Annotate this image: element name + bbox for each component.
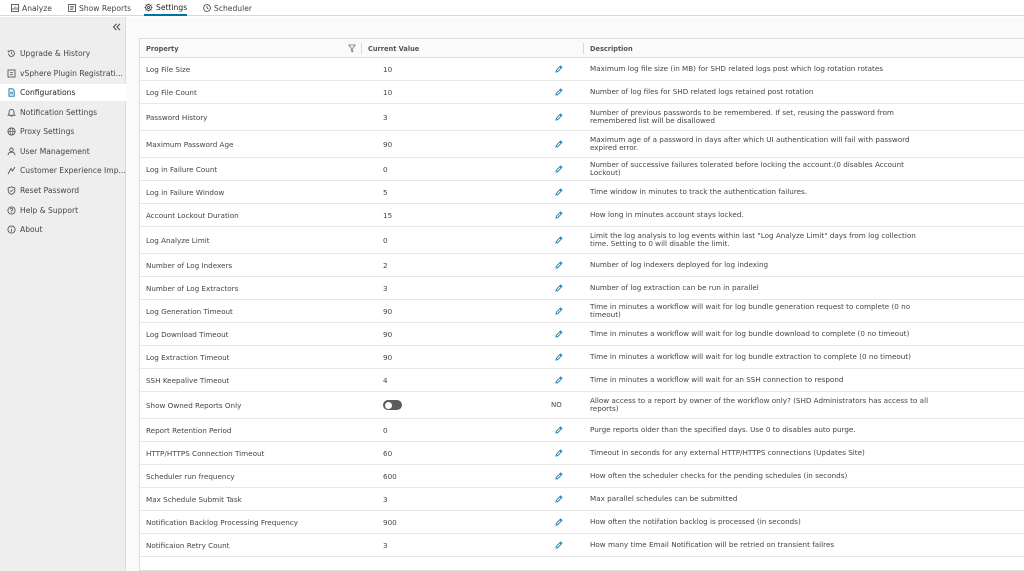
table-row — [140, 81, 1024, 104]
table-row — [140, 511, 1024, 534]
tab-scheduler[interactable] — [202, 0, 252, 16]
table-row — [140, 158, 1024, 181]
current-value[interactable]: 10 — [383, 64, 393, 74]
property-description: How many time Email Notification will be retried on transient failres — [590, 539, 835, 549]
property-name: HTTP/HTTPS Connection Timeout — [146, 448, 265, 458]
clock-icon — [202, 4, 211, 13]
table-row — [140, 204, 1024, 227]
property-description: Timeout in seconds for any external HTTP/HTTPS connections (Updates Site) — [590, 447, 865, 457]
table-row — [140, 369, 1024, 392]
sidebar-item-user-management[interactable] — [0, 143, 126, 160]
table-row — [140, 419, 1024, 442]
property-name: Number of Log Extractors — [146, 283, 239, 293]
sidebar-item-label: Help & Support — [20, 206, 79, 215]
property-description: Limit the log analysis to log events within last "Log Analyze Limit" days from log collection time. Setting to 0 will disable the limit. — [590, 230, 916, 248]
property-name: Notification Backlog Processing Frequency — [146, 517, 299, 527]
edit-pencil-icon[interactable] — [554, 488, 564, 510]
edit-pencil-icon[interactable] — [554, 227, 564, 253]
experience-icon — [7, 166, 16, 175]
current-value[interactable]: 90 — [383, 306, 393, 316]
table-row — [140, 488, 1024, 511]
current-value[interactable]: 10 — [383, 87, 393, 97]
sidebar-item-label: Proxy Settings — [20, 127, 75, 136]
toggle-state-label: NO — [551, 401, 562, 409]
tab-show-reports[interactable] — [67, 0, 131, 16]
column-separator[interactable] — [361, 43, 362, 54]
table-header — [140, 39, 1024, 58]
shield-icon — [7, 186, 16, 195]
property-description: Time window in minutes to track the authentication failures. — [590, 186, 808, 196]
property-name: Log Generation Timeout — [146, 306, 233, 316]
edit-pencil-icon[interactable] — [554, 300, 564, 322]
sidebar-item-help-support[interactable] — [0, 202, 126, 219]
edit-pencil-icon[interactable] — [554, 369, 564, 391]
table-row — [140, 58, 1024, 81]
tab-analyze[interactable] — [10, 0, 52, 16]
edit-pencil-icon[interactable] — [554, 131, 564, 157]
current-value[interactable]: 5 — [383, 187, 388, 197]
column-separator[interactable] — [583, 43, 584, 54]
table-row — [140, 323, 1024, 346]
property-name: Log in Failure Window — [146, 187, 225, 197]
sidebar-item-label: About — [20, 225, 43, 234]
report-icon — [67, 4, 76, 13]
sidebar-item-label: Notification Settings — [20, 108, 98, 117]
property-description: How often the notifation backlog is processed (in seconds) — [590, 516, 801, 526]
sidebar-item-label: Reset Password — [20, 186, 80, 195]
property-description: Max parallel schedules can be submitted — [590, 493, 738, 503]
property-name: Log in Failure Count — [146, 164, 218, 174]
sidebar — [0, 17, 126, 571]
edit-pencil-icon[interactable] — [554, 104, 564, 130]
tab-label: Settings — [156, 2, 188, 12]
sidebar-item-configurations[interactable] — [0, 84, 126, 101]
property-name: Report Retention Period — [146, 425, 232, 435]
info-icon — [7, 225, 16, 234]
table-row — [140, 254, 1024, 277]
property-description: Maximum age of a password in days after which UI authentication will fail with password expired error. — [590, 134, 910, 152]
property-description: Number of log files for SHD related logs retained post rotation — [590, 86, 814, 96]
tab-settings[interactable] — [144, 0, 187, 16]
sidebar-item-label: User Management — [20, 147, 90, 156]
table-row — [140, 131, 1024, 158]
table-row — [140, 392, 1024, 419]
table-row — [140, 181, 1024, 204]
sidebar-item-vsphere-plugin[interactable] — [0, 65, 126, 82]
table-row — [140, 104, 1024, 131]
current-value[interactable]: 60 — [383, 448, 393, 458]
property-name: Number of Log Indexers — [146, 260, 233, 270]
property-description: Maximum log file size (in MB) for SHD related logs post which log rotation rotates — [590, 63, 884, 73]
history-icon — [7, 49, 16, 58]
edit-pencil-icon[interactable] — [554, 419, 564, 441]
edit-pencil-icon[interactable] — [554, 534, 564, 556]
column-header-current-value[interactable]: Current Value — [368, 44, 420, 53]
property-description: Time in minutes a workflow will wait for log bundle download to complete (0 no timeout) — [590, 328, 910, 338]
sidebar-item-proxy-settings[interactable] — [0, 123, 126, 140]
property-description: Number of previous passwords to be remembered. If set, reusing the password from remembered list will be disallowed — [590, 107, 894, 125]
filter-icon[interactable] — [348, 44, 356, 53]
edit-pencil-icon[interactable] — [554, 277, 564, 299]
current-value[interactable]: 4 — [383, 375, 388, 385]
current-value[interactable]: 90 — [383, 352, 393, 362]
property-name: SSH Keepalive Timeout — [146, 375, 230, 385]
edit-pencil-icon[interactable] — [554, 346, 564, 368]
property-description: How long in minutes account stays locked. — [590, 209, 744, 219]
property-description: Number of log indexers deployed for log indexing — [590, 259, 769, 269]
property-description: Allow access to a report by owner of the workflow only? (SHD Administrators has access to all reports) — [590, 395, 929, 413]
property-name: Log Analyze Limit — [146, 235, 210, 245]
current-value[interactable]: 0 — [383, 425, 388, 435]
sidebar-item-notification-settings[interactable] — [0, 104, 126, 121]
property-description: How often the scheduler checks for the pending schedules (in seconds) — [590, 470, 848, 480]
property-description: Time in minutes a workflow will wait for log bundle extraction to complete (0 no timeout) — [590, 351, 911, 361]
bell-icon — [7, 108, 16, 117]
current-value[interactable]: 90 — [383, 329, 393, 339]
edit-pencil-icon[interactable] — [554, 81, 564, 103]
sidebar-item-label: Customer Experience Imp... — [20, 166, 126, 175]
analyze-icon — [10, 4, 19, 13]
globe-icon — [7, 127, 16, 136]
configurations-table — [139, 38, 1024, 571]
edit-pencil-icon[interactable] — [554, 323, 564, 345]
sidebar-item-label: Configurations — [20, 88, 76, 97]
table-row — [140, 442, 1024, 465]
column-header-property[interactable]: Property — [146, 44, 179, 53]
sidebar-item-label: Upgrade & History — [20, 49, 91, 58]
plugin-icon — [7, 69, 16, 78]
property-description: Purge reports older than the specified days. Use 0 to disables auto purge. — [590, 424, 856, 434]
column-header-description[interactable]: Description — [590, 44, 633, 53]
property-name: Password History — [146, 112, 208, 122]
current-value[interactable]: 90 — [383, 139, 393, 149]
help-icon — [7, 206, 16, 215]
current-value[interactable]: 3 — [383, 112, 388, 122]
edit-pencil-icon[interactable] — [554, 511, 564, 533]
table-row — [140, 465, 1024, 488]
property-name: Log Extraction Timeout — [146, 352, 230, 362]
tab-label: Show Reports — [79, 3, 132, 13]
property-description: Number of log extraction can be run in parallel — [590, 282, 759, 292]
table-row — [140, 300, 1024, 323]
table-row — [140, 227, 1024, 254]
property-name: Log Download Timeout — [146, 329, 229, 339]
current-value[interactable]: 2 — [383, 260, 388, 270]
current-value[interactable]: 0 — [383, 164, 388, 174]
current-value[interactable]: 3 — [383, 494, 388, 504]
edit-pencil-icon[interactable] — [554, 204, 564, 226]
property-description: Time in minutes a workflow will wait for an SSH connection to respond — [590, 374, 844, 384]
edit-pencil-icon[interactable] — [554, 442, 564, 464]
edit-pencil-icon[interactable] — [554, 181, 564, 203]
table-row — [140, 277, 1024, 300]
edit-pencil-icon[interactable] — [554, 465, 564, 487]
edit-pencil-icon[interactable] — [554, 158, 564, 180]
current-value[interactable]: 0 — [383, 235, 388, 245]
collapse-sidebar-icon[interactable] — [111, 22, 121, 32]
value-toggle-cell[interactable] — [383, 392, 533, 418]
sidebar-item-upgrade-history[interactable] — [0, 45, 126, 62]
current-value[interactable]: 3 — [383, 540, 388, 550]
document-icon — [7, 88, 16, 97]
property-description: Number of successive failures tolerated before locking the account.(0 disables Account Lockout) — [590, 159, 904, 177]
property-name: Max Schedule Submit Task — [146, 494, 242, 504]
edit-pencil-icon[interactable] — [554, 58, 564, 80]
table-row — [140, 346, 1024, 369]
property-name: Log File Count — [146, 87, 197, 97]
show-owned-reports-toggle[interactable] — [383, 400, 402, 410]
current-value[interactable]: 600 — [383, 471, 397, 481]
gear-icon — [144, 3, 153, 12]
user-icon — [7, 147, 16, 156]
sidebar-item-reset-password[interactable] — [0, 182, 126, 199]
property-name: Maximum Password Age — [146, 139, 234, 149]
sidebar-item-customer-experience[interactable] — [0, 162, 126, 179]
property-description: Time in minutes a workflow will wait for log bundle generation request to complete (0 no timeout) — [590, 301, 911, 319]
current-value[interactable]: 900 — [383, 517, 397, 527]
property-name: Scheduler run frequency — [146, 471, 235, 481]
top-tab-bar — [0, 0, 1024, 16]
current-value[interactable]: 3 — [383, 283, 388, 293]
table-row — [140, 534, 1024, 557]
property-name: Log File Size — [146, 64, 191, 74]
sidebar-item-label: vSphere Plugin Registrati... — [20, 69, 123, 78]
tab-label: Scheduler — [214, 3, 253, 13]
property-name: Show Owned Reports Only — [146, 400, 242, 410]
sidebar-item-about[interactable] — [0, 221, 126, 238]
property-name: Notificaion Retry Count — [146, 540, 230, 550]
edit-pencil-icon[interactable] — [554, 254, 564, 276]
current-value[interactable]: 15 — [383, 210, 393, 220]
tab-label: Analyze — [22, 3, 52, 13]
property-name: Account Lockout Duration — [146, 210, 239, 220]
